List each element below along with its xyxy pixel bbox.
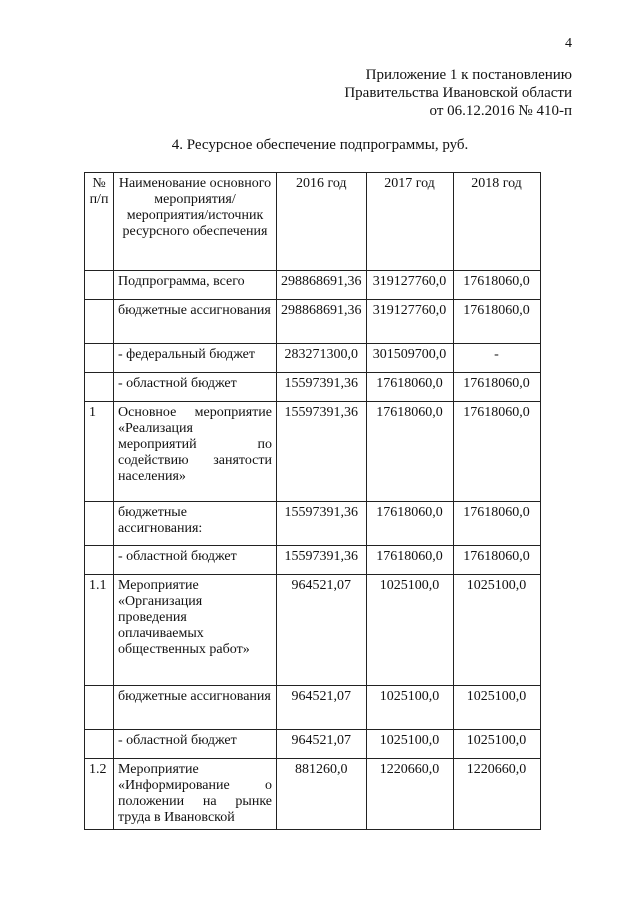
appendix-block bbox=[344, 66, 572, 120]
row-name-cell: Мероприятие «Информирование о положении на рынке труда в Ивановской bbox=[114, 759, 277, 830]
table-row bbox=[85, 759, 541, 830]
value-2017-cell: 301509700,0 bbox=[366, 344, 453, 373]
value-2016-cell: 15597391,36 bbox=[277, 502, 367, 546]
row-number-cell: 1 bbox=[85, 402, 114, 502]
row-name-cell: бюджетные ассигнования bbox=[114, 686, 277, 730]
value-2017-cell: 17618060,0 bbox=[366, 402, 453, 502]
table-row bbox=[85, 271, 541, 300]
value-2016-cell: 15597391,36 bbox=[277, 402, 367, 502]
row-name-cell: - федеральный бюджет bbox=[114, 344, 277, 373]
value-2017-cell: 1025100,0 bbox=[366, 686, 453, 730]
table-row bbox=[85, 546, 541, 575]
value-2016-cell: 15597391,36 bbox=[277, 546, 367, 575]
row-number-cell: 1.1 bbox=[85, 575, 114, 686]
row-number-cell bbox=[85, 271, 114, 300]
table-row bbox=[85, 502, 541, 546]
row-number-cell bbox=[85, 373, 114, 402]
value-2018-cell: 1025100,0 bbox=[453, 686, 540, 730]
value-2018-cell: 17618060,0 bbox=[453, 271, 540, 300]
value-2018-cell: 17618060,0 bbox=[453, 402, 540, 502]
table-row bbox=[85, 300, 541, 344]
value-2018-cell: 1025100,0 bbox=[453, 730, 540, 759]
row-name-cell: - областной бюджет bbox=[114, 546, 277, 575]
header-name: Наименование основного мероприятия/мероприятия/источник ресурсного обеспечения bbox=[114, 173, 277, 271]
header-2016: 2016 год bbox=[277, 173, 367, 271]
row-name-cell: бюджетные ассигнования bbox=[114, 300, 277, 344]
table-row bbox=[85, 686, 541, 730]
value-2018-cell: - bbox=[453, 344, 540, 373]
row-name-cell: бюджетные ассигнования: bbox=[114, 502, 277, 546]
row-name-cell: - областной бюджет bbox=[114, 730, 277, 759]
header-num: № п/п bbox=[85, 173, 114, 271]
section-heading: 4. Ресурсное обеспечение подпрограммы, руб. bbox=[171, 137, 469, 153]
row-name-cell: - областной бюджет bbox=[114, 373, 277, 402]
value-2017-cell: 17618060,0 bbox=[366, 546, 453, 575]
row-number-cell bbox=[85, 686, 114, 730]
value-2016-cell: 964521,07 bbox=[277, 575, 367, 686]
value-2018-cell: 17618060,0 bbox=[453, 546, 540, 575]
value-2018-cell: 17618060,0 bbox=[453, 300, 540, 344]
header-2017: 2017 год bbox=[366, 173, 453, 271]
value-2017-cell: 1220660,0 bbox=[366, 759, 453, 830]
table-header-row bbox=[85, 173, 541, 271]
value-2017-cell: 1025100,0 bbox=[366, 730, 453, 759]
appendix-line-1: Приложение 1 к постановлению bbox=[365, 67, 572, 83]
value-2018-cell: 17618060,0 bbox=[453, 373, 540, 402]
value-2016-cell: 964521,07 bbox=[277, 686, 367, 730]
row-number-cell bbox=[85, 730, 114, 759]
value-2016-cell: 298868691,36 bbox=[277, 271, 367, 300]
table-row bbox=[85, 575, 541, 686]
value-2018-cell: 17618060,0 bbox=[453, 502, 540, 546]
row-number-cell bbox=[85, 502, 114, 546]
row-name-cell: Основное мероприятие «Реализация мероприятий по содействию занятости населения» bbox=[114, 402, 277, 502]
table-row bbox=[85, 344, 541, 373]
row-name-cell: Мероприятие «Организация проведения оплачиваемых общественных работ» bbox=[114, 575, 277, 686]
value-2018-cell: 1220660,0 bbox=[453, 759, 540, 830]
value-2016-cell: 283271300,0 bbox=[277, 344, 367, 373]
row-number-cell bbox=[85, 546, 114, 575]
row-name-cell: Подпрограмма, всего bbox=[114, 271, 277, 300]
value-2016-cell: 298868691,36 bbox=[277, 300, 367, 344]
row-number-cell bbox=[85, 344, 114, 373]
appendix-line-3: от 06.12.2016 № 410-п bbox=[429, 103, 572, 119]
value-2017-cell: 319127760,0 bbox=[366, 300, 453, 344]
resource-table bbox=[84, 172, 541, 830]
value-2016-cell: 964521,07 bbox=[277, 730, 367, 759]
value-2016-cell: 881260,0 bbox=[277, 759, 367, 830]
header-2018: 2018 год bbox=[453, 173, 540, 271]
row-number-cell bbox=[85, 300, 114, 344]
table-row bbox=[85, 730, 541, 759]
value-2017-cell: 17618060,0 bbox=[366, 502, 453, 546]
table-row bbox=[85, 402, 541, 502]
appendix-line-2: Правительства Ивановской области bbox=[344, 85, 572, 101]
page-number: 4 bbox=[565, 36, 572, 51]
value-2017-cell: 319127760,0 bbox=[366, 271, 453, 300]
value-2016-cell: 15597391,36 bbox=[277, 373, 367, 402]
value-2017-cell: 17618060,0 bbox=[366, 373, 453, 402]
table-row bbox=[85, 373, 541, 402]
row-number-cell: 1.2 bbox=[85, 759, 114, 830]
value-2018-cell: 1025100,0 bbox=[453, 575, 540, 686]
value-2017-cell: 1025100,0 bbox=[366, 575, 453, 686]
